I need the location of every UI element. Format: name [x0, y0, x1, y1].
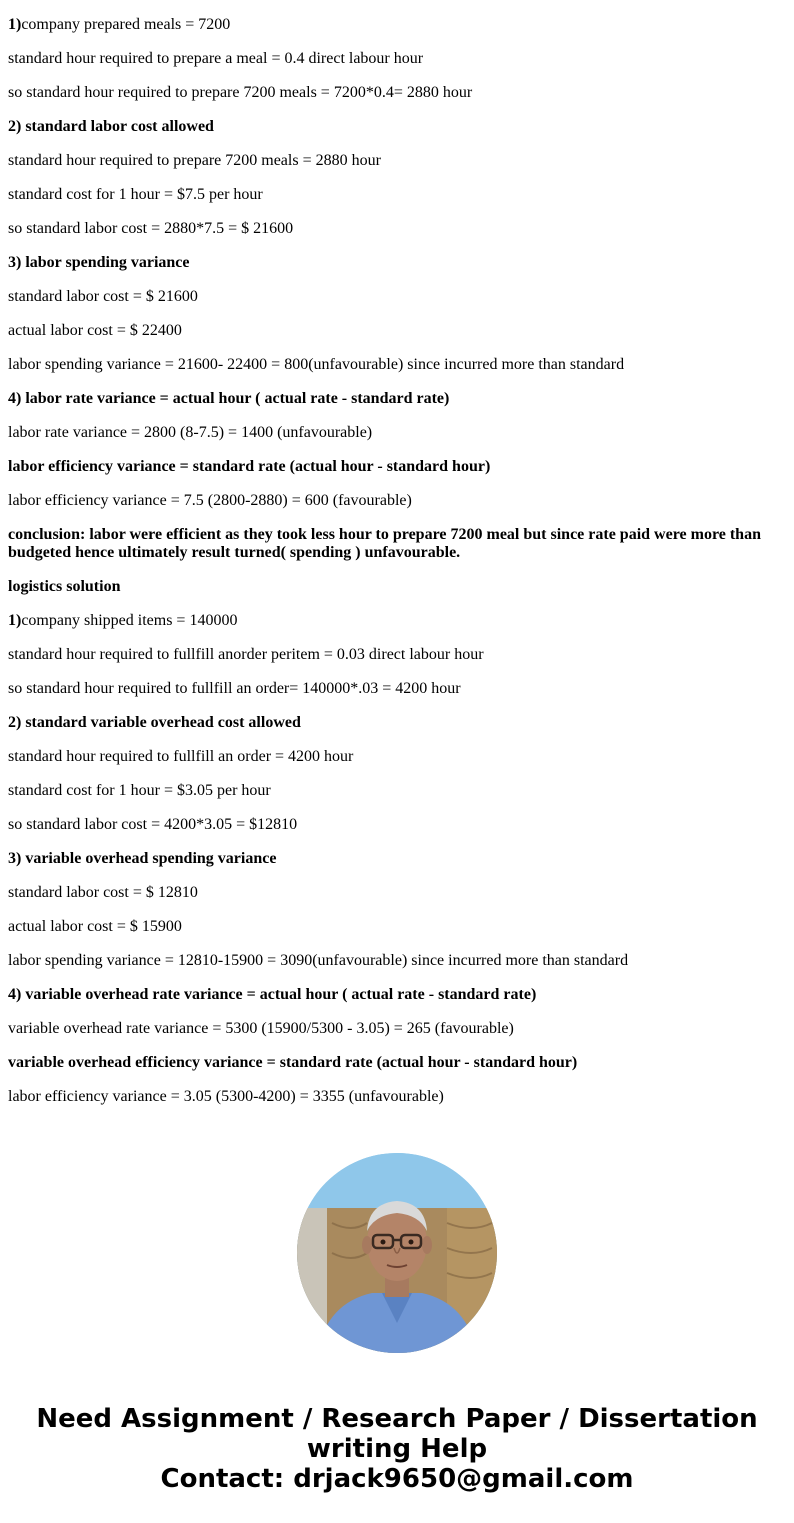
text-line: [8, 254, 778, 272]
footer-promo: [0, 1404, 794, 1494]
line-text: 4) variable overhead rate variance = actual hour ( actual rate - standard rate): [8, 986, 537, 1003]
line-text: standard cost for 1 hour = $3.05 per hour: [8, 782, 271, 799]
text-line: [8, 50, 778, 68]
text-line: [8, 152, 778, 170]
text-line: [8, 16, 778, 34]
text-line: [8, 186, 778, 204]
line-text: 2) standard labor cost allowed: [8, 118, 214, 135]
line-text: standard hour required to fullfill an order = 4200 hour: [8, 748, 354, 765]
line-text: conclusion: labor were efficient as they took less hour to prepare 7200 meal but since rate paid were more than budgeted hence ultimately result turned( spending ) unfavourable.: [8, 526, 761, 561]
text-line: [8, 84, 778, 102]
line-text: labor spending variance = 12810-15900 = 3090(unfavourable) since incurred more than standard: [8, 952, 629, 969]
text-line: [8, 816, 778, 834]
line-text: standard cost for 1 hour = $7.5 per hour: [8, 186, 263, 203]
line-text: so standard labor cost = 2880*7.5 = $ 21600: [8, 220, 294, 237]
text-line: [8, 526, 778, 562]
text-line: [8, 714, 778, 732]
text-line: [8, 288, 778, 306]
line-text: standard labor cost = $ 12810: [8, 884, 198, 901]
footer-contact: Contact: drjack9650@gmail.com: [160, 1464, 634, 1494]
text-line: [8, 612, 778, 630]
line-text: standard hour required to prepare 7200 meals = 2880 hour: [8, 152, 381, 169]
line-number: 1): [8, 16, 22, 33]
line-text: labor efficiency variance = standard rate (actual hour - standard hour): [8, 458, 491, 475]
text-line: [8, 680, 778, 698]
line-text: standard labor cost = $ 21600: [8, 288, 198, 305]
line-text: so standard hour required to fullfill an order= 140000*.03 = 4200 hour: [8, 680, 461, 697]
text-line: [8, 492, 778, 510]
text-line: [8, 322, 778, 340]
line-text: labor efficiency variance = 7.5 (2800-2880) = 600 (favourable): [8, 492, 412, 509]
text-line: [8, 390, 778, 408]
footer-line-2: writing Help: [306, 1434, 488, 1464]
footer-line-1: Need Assignment / Research Paper / Dissertation: [36, 1404, 758, 1434]
document-body: [8, 16, 778, 1122]
text-line: [8, 356, 778, 374]
line-number: 1): [8, 612, 22, 629]
text-line: [8, 1088, 778, 1106]
text-line: [8, 748, 778, 766]
person-photo-icon: [297, 1153, 497, 1353]
line-text: labor efficiency variance = 3.05 (5300-4200) = 3355 (unfavourable): [8, 1088, 444, 1105]
text-line: [8, 850, 778, 868]
line-text: variable overhead rate variance = 5300 (15900/5300 - 3.05) = 265 (favourable): [8, 1020, 514, 1037]
line-text: actual labor cost = $ 22400: [8, 322, 182, 339]
text-line: [8, 118, 778, 136]
text-line: [8, 782, 778, 800]
line-text: company prepared meals = 7200: [21, 16, 231, 33]
line-text: logistics solution: [8, 578, 121, 595]
line-text: labor spending variance = 21600- 22400 = 800(unfavourable) since incurred more than standard: [8, 356, 625, 373]
text-line: [8, 1054, 778, 1072]
text-line: [8, 424, 778, 442]
line-text: company shipped items = 140000: [21, 612, 238, 629]
text-line: [8, 986, 778, 1004]
line-text: 3) labor spending variance: [8, 254, 190, 271]
line-text: so standard hour required to prepare 7200 meals = 7200*0.4= 2880 hour: [8, 84, 473, 101]
text-line: [8, 884, 778, 902]
line-text: 2) standard variable overhead cost allowed: [8, 714, 301, 731]
text-line: [8, 220, 778, 238]
line-text: variable overhead efficiency variance = standard rate (actual hour - standard hour): [8, 1054, 578, 1071]
author-avatar: [297, 1153, 497, 1353]
line-text: labor rate variance = 2800 (8-7.5) = 1400 (unfavourable): [8, 424, 373, 441]
text-line: [8, 646, 778, 664]
line-text: 4) labor rate variance = actual hour ( actual rate - standard rate): [8, 390, 450, 407]
line-text: actual labor cost = $ 15900: [8, 918, 182, 935]
line-text: 3) variable overhead spending variance: [8, 850, 277, 867]
line-text: so standard labor cost = 4200*3.05 = $12810: [8, 816, 298, 833]
text-line: [8, 1020, 778, 1038]
line-text: standard hour required to fullfill anorder peritem = 0.03 direct labour hour: [8, 646, 484, 663]
text-line: [8, 458, 778, 476]
text-line: [8, 578, 778, 596]
text-line: [8, 918, 778, 936]
text-line: [8, 952, 778, 970]
line-text: standard hour required to prepare a meal = 0.4 direct labour hour: [8, 50, 424, 67]
